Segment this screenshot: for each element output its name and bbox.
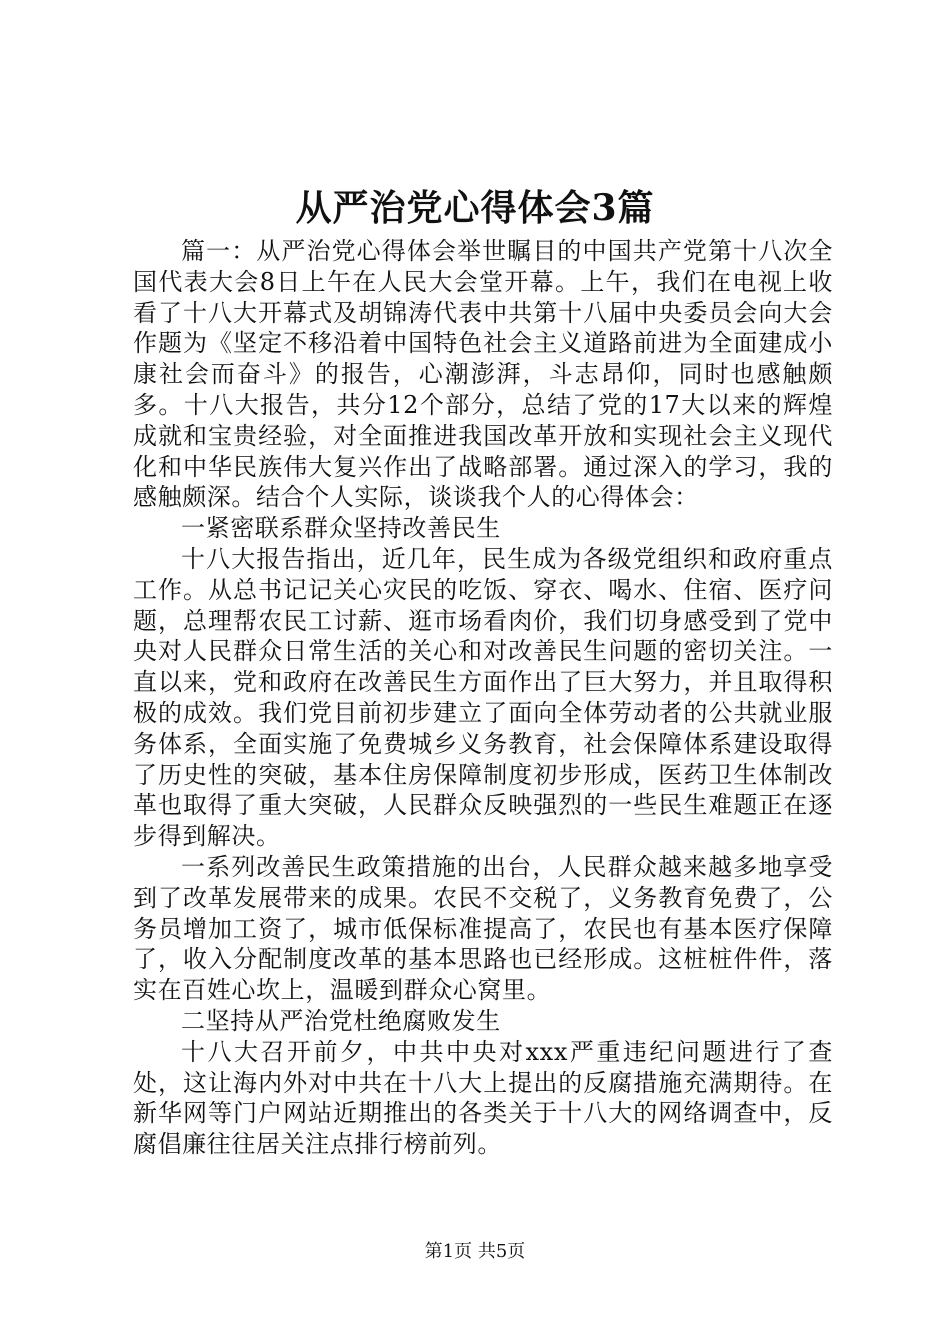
paragraph-intro: 篇一：从严治党心得体会举世瞩目的中国共产党第十八次全国代表大会8日上午在人民大会堂开幕。上午，我们在电视上收看了十八大开幕式及胡锦涛代表中共第十八届中央委员会向大会作题为《坚定不移沿着中国特色社会主义道路前进为全面建成小康社会而奋斗》的报告，心潮澎湃，斗志昂仰，同时也感触颇多。十八大报告，共分12个部分，总结了党的17大以来的辉煌成就和宝贵经验，对全面推进我国改革开放和实现社会主义现代化和中华民族伟大复兴作出了战略部署。通过深入的学习，我的感触颇深。结合个人实际，谈谈我个人的心得体会： [133,237,833,512]
paragraph: 十八大报告指出，近几年，民生成为各级党组织和政府重点工作。从总书记记关心灾民的吃饭、穿衣、喝水、住宿、医疗问题，总理帮农民工讨薪、逛市场看肉价，我们切身感受到了党中央对人民群众日常生活的关心和对改善民生问题的密切关注。一直以来，党和政府在改善民生方面作出了巨大努力，并且取得积极的成效。我们党目前初步建立了面向全体劳动者的公共就业服务体系，全面实施了免费城乡义务教育，社会保障体系建设取得了历史性的突破，基本住房保障制度初步形成，医药卫生体制改革也取得了重大突破，人民群众反映强烈的一些民生难题正在逐步得到解决。 [133,544,833,851]
section-heading-1: 一紧密联系群众坚持改善民生 [181,514,501,543]
document-body [133,236,833,1160]
page-number-footer: 第1页 共5页 [424,1241,526,1262]
paragraph: 一系列改善民生政策措施的出台，人民群众越来越多地享受到了改革发展带来的成果。农民不交税了，义务教育免费了，公务员增加工资了，城市低保标准提高了，农民也有基本医疗保障了，收入分配制度改革的基本思路也已经形成。这桩桩件件，落实在百姓心坎上，温暖到群众心窝里。 [133,852,833,1005]
paragraph: 十八大召开前夕，中共中央对xxx严重违纪问题进行了查处，这让海内外对中共在十八大上提出的反腐措施充满期待。在新华网等门户网站近期推出的各类关于十八大的网络调查中，反腐倡廉往往居关注点排行榜前列。 [133,1037,833,1159]
section-heading-2: 二坚持从严治党杜绝腐败发生 [181,1006,501,1035]
document-title: 从严治党心得体会3篇 [295,187,655,229]
